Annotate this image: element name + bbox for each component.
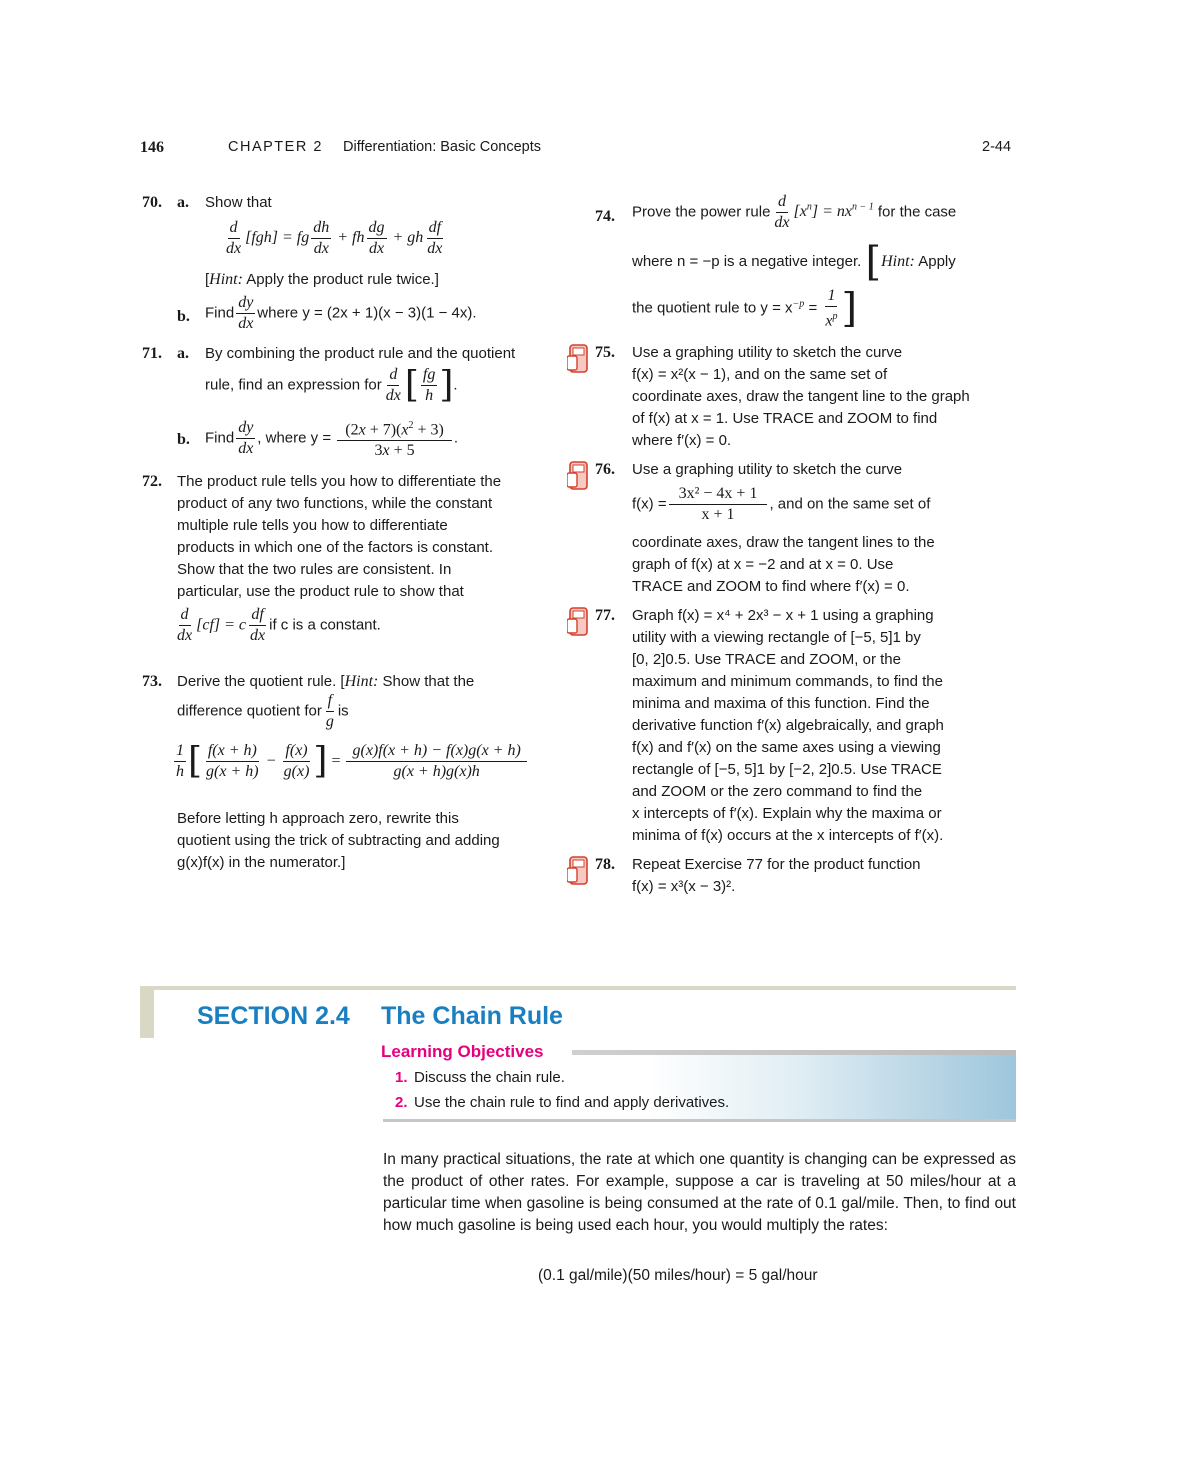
exercise-number-78: 78. bbox=[595, 856, 615, 873]
exercise-71a-text: By combining the product rule and the quotient bbox=[205, 345, 516, 362]
graphing-calculator-icon bbox=[567, 461, 589, 491]
section-rule bbox=[140, 986, 1016, 990]
exercise-70b-label: b. bbox=[177, 308, 190, 325]
exercise-77-line: derivative function f′(x) algebraically, and graph bbox=[632, 717, 944, 734]
exercise-76-line: coordinate axes, draw the tangent lines to the bbox=[632, 534, 935, 551]
objectives-bottom-rule bbox=[383, 1119, 1016, 1122]
exercise-73-line2: difference quotient for $\frac{f}{g}$ is bbox=[177, 692, 349, 730]
exercise-70a-label: a. bbox=[177, 194, 189, 211]
exercise-73-before: g(x)f(x) in the numerator.] bbox=[177, 854, 346, 871]
exercise-71a-text2: rule, find an expression for $\frac{d}{dx}$ [ $\frac{fg}{h}$ ]. bbox=[205, 364, 458, 406]
exercise-number-71: 71. bbox=[142, 345, 162, 362]
exercise-77-line: utility with a viewing rectangle of [−5, 5]1 by bbox=[632, 629, 921, 646]
exercise-77-line: minima and maxima of this function. Find the bbox=[632, 695, 930, 712]
exercise-77-line: [0, 2]0.5. Use TRACE and ZOOM, or the bbox=[632, 651, 901, 668]
page-number: 146 bbox=[140, 139, 164, 156]
exercise-74-line3: the quotient rule to $y = x^{-p}$ = $\frac{1}{x^p}$ ] bbox=[632, 285, 858, 332]
exercise-70a-text: Show that bbox=[205, 194, 272, 211]
section-title: The Chain Rule bbox=[381, 1002, 563, 1030]
intro-paragraph: In many practical situations, the rate at which one quantity is changing can be expressed as the product of other rates. For example, suppose a car is traveling at 50 miles/hour at a particular time when gasoline is being consumed at the rate of 0.1 gal/mile. Then, to find out how much gasoline is being used each hour, you would multiply the rates: bbox=[383, 1151, 1016, 1234]
exercise-71a-label: a. bbox=[177, 345, 189, 362]
exercise-number-77: 77. bbox=[595, 607, 615, 624]
objectives-title: Learning Objectives bbox=[381, 1042, 544, 1061]
exercise-78-line: Repeat Exercise 77 for the product function bbox=[632, 856, 921, 873]
exercise-number-76: 76. bbox=[595, 461, 615, 478]
objective-text: Use the chain rule to find and apply derivatives. bbox=[414, 1094, 730, 1111]
page-ref: 2-44 bbox=[982, 139, 1012, 155]
exercise-72-line: particular, use the product rule to show that bbox=[177, 583, 464, 600]
exercise-72-formula: $\frac{d}{dx}$ [cf] = c $\frac{df}{dx}$ if c is a constant. bbox=[177, 606, 381, 644]
exercise-77-line: Graph f(x) = x⁴ + 2x³ − x + 1 using a graphing bbox=[632, 607, 934, 624]
exercise-78-line: f(x) = x³(x − 3)². bbox=[632, 878, 736, 895]
exercise-75-line: Use a graphing utility to sketch the curve bbox=[632, 344, 903, 361]
exercise-number-70: 70. bbox=[142, 194, 162, 211]
exercise-72-line: products in which one of the factors is constant. bbox=[177, 539, 494, 556]
chapter-title: Differentiation: Basic Concepts bbox=[343, 139, 542, 155]
exercise-70-hint: [Hint: Apply the product rule twice.] bbox=[205, 271, 439, 288]
exercise-77-line: f(x) and f′(x) on the same axes using a viewing bbox=[632, 739, 941, 756]
rate-equation: (0.1 gal/mile)(50 miles/hour) = 5 gal/hour bbox=[538, 1267, 818, 1284]
graphing-calculator-icon bbox=[567, 344, 589, 374]
objective-number: 2. bbox=[395, 1094, 408, 1111]
exercise-number-72: 72. bbox=[142, 473, 162, 490]
exercise-75-line: coordinate axes, draw the tangent line to the graph bbox=[632, 388, 970, 405]
section-label: SECTION 2.4 bbox=[197, 1002, 350, 1030]
chapter-label: CHAPTER 2 bbox=[228, 139, 323, 155]
section-side-bar bbox=[140, 986, 154, 1038]
exercise-76-line1: Use a graphing utility to sketch the curve bbox=[632, 461, 903, 478]
exercise-77-line: x intercepts of f′(x). Explain why the maxima or bbox=[632, 805, 942, 822]
graphing-calculator-icon bbox=[567, 856, 589, 886]
exercise-number-73: 73. bbox=[142, 673, 162, 690]
exercise-72-line: multiple rule tells you how to differentiate bbox=[177, 517, 448, 534]
exercise-75-line: of f(x) at x = 1. Use TRACE and ZOOM to find bbox=[632, 410, 938, 427]
exercise-74-line2: where n = −p is a negative integer. [Hint: Apply bbox=[632, 239, 956, 285]
exercise-73-line1: Derive the quotient rule. [Hint: Show that the bbox=[177, 673, 475, 690]
exercise-76-formula: f(x) = $\frac{\text{3x² − 4x + 1}}{x + 1}$ , and on the same set of bbox=[632, 485, 931, 523]
exercise-71b-text: Find $\frac{dy}{dx}$ , where y = $\frac{(2x + 7)(x^2 + 3)}{3x + 5}$ . bbox=[205, 417, 458, 460]
exercise-72-line: product of any two functions, while the constant bbox=[177, 495, 493, 512]
exercise-77-line: and ZOOM or the zero command to find the bbox=[632, 783, 923, 800]
exercise-72-line: The product rule tells you how to differentiate the bbox=[177, 473, 502, 490]
exercise-73-before: Before letting h approach zero, rewrite this bbox=[177, 810, 459, 827]
exercise-77-line: rectangle of [−5, 5]1 by [−2, 2]0.5. Use TRACE bbox=[632, 761, 942, 778]
exercise-75-line: f(x) = x²(x − 1), and on the same set of bbox=[632, 366, 888, 383]
exercise-77-line: minima of f(x) occurs at the x intercepts of f′(x). bbox=[632, 827, 944, 844]
exercise-76-line: TRACE and ZOOM to find where f′(x) = 0. bbox=[632, 578, 910, 595]
exercise-77-line: maximum and minimum commands, to find the bbox=[632, 673, 943, 690]
exercise-73-before: quotient using the trick of subtracting and adding bbox=[177, 832, 500, 849]
exercise-75-line: where f′(x) = 0. bbox=[632, 432, 732, 449]
objective-text: Discuss the chain rule. bbox=[414, 1069, 565, 1086]
exercise-76-line: graph of f(x) at x = −2 and at x = 0. Use bbox=[632, 556, 894, 573]
exercise-70b-text: Find $\frac{dy}{dx}$ where y = (2x + 1)(x − 3)(1 − 4x). bbox=[205, 294, 477, 332]
exercise-number-75: 75. bbox=[595, 344, 615, 361]
exercise-72-line: Show that the two rules are consistent. In bbox=[177, 561, 452, 578]
exercise-number-74: 74. bbox=[595, 208, 615, 225]
graphing-calculator-icon bbox=[567, 607, 589, 637]
exercise-70-formula: $\frac{d}{dx}$ [fgh] = fg $\frac{dh}{dx}$ + fh $\frac{dg}{dx}$ + gh $\frac{df}{dx}$ bbox=[226, 219, 443, 257]
objective-number: 1. bbox=[395, 1069, 408, 1086]
exercise-74-line1: Prove the power rule $\frac{d}{dx}$ $[x^n] = nx^{n - 1}$ for the case bbox=[632, 193, 957, 231]
exercise-73-formula: $\frac{1}{h}$ [ $\frac{f(x + h)}{g(x + h)}$ − $\frac{f(x)}{g(x)}$ ] = $\frac{g(x)f(x + h) - f(x)g(x + h)}{g(x + h)g(x)h}$ bbox=[172, 742, 529, 781]
exercise-71b-label: b. bbox=[177, 431, 190, 448]
